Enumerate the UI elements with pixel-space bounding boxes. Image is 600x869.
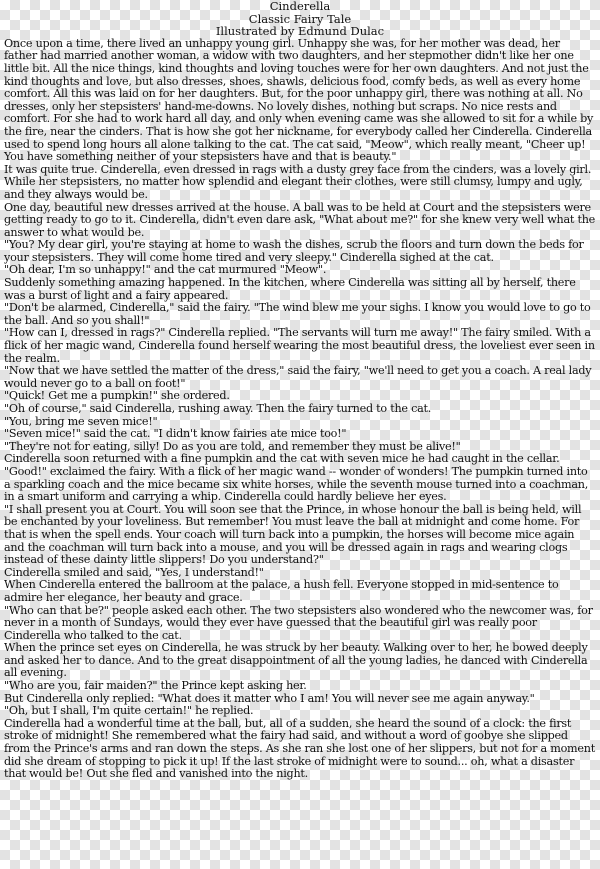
paragraph: "Good!" exclaimed the fairy. With a flick of her magic wand -- wonder of wonders! The pumpkin turned into a sparkling coach and the mice became six white horses, while the seventh mouse turned into a coachman, in a smart uniform and carrying a whip. Cinderella could hardly believe her eyes. [4, 464, 589, 504]
paragraph: "Don't be alarmed, Cinderella," said the fairy. "The wind blew me your sighs. I know you would love to go to the ball. And so you shall!" [4, 301, 591, 327]
paragraph: Cinderella had a wonderful time at the ball, but, all of a sudden, she heard the sound of a clock: the first stroke of midnight! She remembered what the fairy had said, and without a word of goobye she slipped from the Prince's arms and ran down the steps. As she ran she lost one of her slippers, but not for a moment did she dream of stopping to pick it up! If the last stroke of midnight were to sound... oh, what a disaster that would be! Out she fled and vanished into the night. [4, 716, 595, 781]
paragraph: "Seven mice!" said the cat. "I didn't know fairies ate mice too!" [4, 427, 347, 441]
paragraph: "Who can that be?" people asked each other. The two stepsisters also wondered who the newcomer was, for never in a month of Sundays, would they ever have guessed that the beautiful girl was really poor Cinderella who talked to the cat. [4, 603, 593, 642]
paragraph: "How can I, dressed in rags?" Cinderella replied. "The servants will turn me away!" The fairy smiled. With a flick of her magic wand, Cinderella found herself wearing the most beautiful dress, the loveliest ever seen in the realm. [4, 326, 595, 365]
paragraph: "Oh dear, I'm so unhappy!" and the cat murmured "Meow". [4, 263, 327, 277]
paragraph: Cinderella soon returned with a fine pumpkin and the cat with seven mice he had caught in the cellar. [4, 452, 560, 466]
paragraph: "Who are you, fair maiden?" the Prince kept asking her. [4, 679, 307, 693]
paragraph: But Cinderella only replied: "What does it matter who I am! You will never see me again anyway." [4, 691, 535, 705]
paragraph: "I shall present you at Court. You will soon see that the Prince, in whose honour the ball is being held, will be enchanted by your loveliness. But remember! You must leave the ball at midnight and come home. For that is when the spell ends. Your coach will turn back into a pumpkin, the horses will become mice again and the coachman will turn back into a mouse, and you will be dressed again in rags and wearing clogs instead of these dainty little slippers! Do you understand?" [4, 502, 582, 567]
paragraph: "Quick! Get me a pumpkin!" she ordered. [4, 389, 230, 403]
story-body [4, 38, 596, 781]
story-title: Cinderella [269, 0, 331, 13]
illustrator-credit: Illustrated by Edmund Dulac [215, 24, 385, 39]
paragraph: Suddenly something amazing happened. In the kitchen, where Cinderella was sitting all by herself, there was a burst of light and a fairy appeared. [4, 276, 576, 302]
paragraph: "Oh, but I shall, I'm quite certain!" he replied. [4, 704, 254, 718]
paragraph: When Cinderella entered the ballroom at the palace, a hush fell. Everyone stopped in mid-sentence to admire her elegance, her beauty and grace. [4, 578, 559, 604]
paragraph: Cinderella smiled and said, "Yes, I understand!" [4, 565, 264, 579]
paragraph: "They're not for eating, silly! Do as you are told, and remember they must be alive!" [4, 439, 461, 453]
paragraph: "Oh of course," said Cinderella, rushing away. Then the fairy turned to the cat. [4, 402, 432, 415]
document-header [4, 0, 596, 38]
paragraph: When the prince set eyes on Cinderella, he was struck by her beauty. Walking over to her, he bowed deeply and asked her to dance. And to the great disappointment of all the young ladies, he danced with Cinderella all evening. [4, 641, 588, 680]
paragraph: Once upon a time, there lived an unhappy young girl. Unhappy she was, for her mother was dead, her father had married another woman, a widow with two daughters, and her stepmother didn't like her one little bit. All the nice things, kind thoughts and loving touches were for her own daughters. And not just the kind thoughts and love, but also dresses, shoes, shawls, delicious food, comfy beds, as well as every home comfort. All this was laid on for her daughters. But, for the poor unhappy girl, there was nothing at all. No dresses, only her stepsisters' hand-me-downs. No lovely dishes, nothing but scraps. No nice rests and comfort. For she had to work hard all day, and only when evening came was she allowed to sit for a while by the fire, near the cinders. That is how she got her nickname, for everybody called her Cinderella. Cinderella used to spend long hours all alone talking to the cat. The cat said, "Meow", which really meant, "Cheer up! You have something neither of your stepsisters have and that is beauty." [4, 36, 594, 164]
paragraph: "You? My dear girl, you're staying at home to wash the dishes, scrub the floors and turn down the beds for your stepsisters. They will come home tired and very sleepy." Cinderella sighed at the cat. [4, 238, 584, 264]
paragraph: "You, bring me seven mice!" [4, 414, 158, 428]
paragraph: "Now that we have settled the matter of the dress," said the fairy, "we'll need to get you a coach. A real lady would never go to a ball on foot!" [4, 364, 592, 390]
paragraph: One day, beautiful new dresses arrived at the house. A ball was to be held at Court and the stepsisters were getting ready to go to it. Cinderella, didn't even dare ask, "What about me?" for she knew very well what the answer to what would be. [4, 200, 596, 239]
story-subtitle: Classic Fairy Tale [248, 11, 352, 26]
paragraph: It was quite true. Cinderella, even dressed in rags with a dusty grey face from the cinders, was a lovely girl. While her stepsisters, no matter how splendid and elegant their clothes, were still clumsy, lumpy and ugly, and they always would be. [4, 162, 592, 201]
